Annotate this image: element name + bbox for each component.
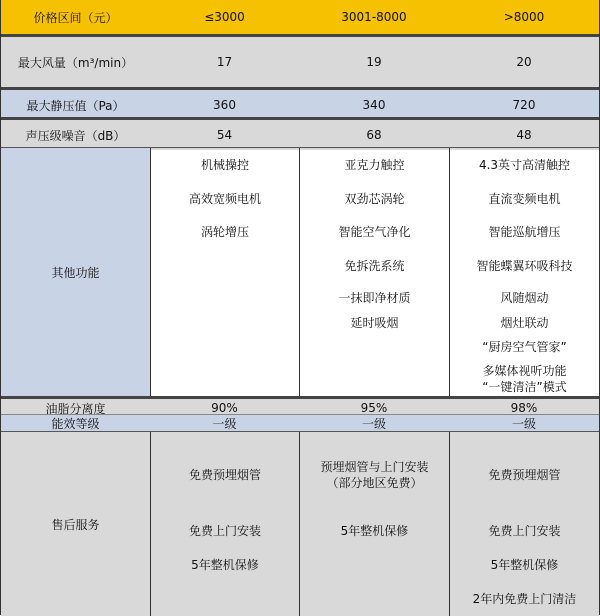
service-item: 5年整机保修 xyxy=(340,524,409,538)
row-value: 17 xyxy=(150,37,299,87)
feature-item: 直流变频电机 xyxy=(488,192,561,206)
row-energy-level xyxy=(1,414,599,432)
row-noise xyxy=(1,117,599,150)
service-item: 5年整机保修 xyxy=(490,558,559,572)
features-col-2 xyxy=(299,148,449,396)
features-col-1 xyxy=(150,148,299,396)
row-value: 19 xyxy=(299,37,449,87)
service-item: （部分地区免费） xyxy=(326,476,423,490)
features-col-3 xyxy=(449,148,599,396)
row-value: 一级 xyxy=(150,415,299,432)
row-value: 一级 xyxy=(449,415,599,432)
feature-item: 烟灶联动 xyxy=(500,316,549,330)
feature-item: 一抹即净材质 xyxy=(338,291,411,305)
feature-item: 高效宽频电机 xyxy=(188,192,261,206)
row-label: 油脂分离度 xyxy=(1,399,150,417)
service-item: 预埋烟管与上门安装 xyxy=(320,460,429,474)
feature-item: 双劲芯涡轮 xyxy=(344,192,405,206)
feature-item: 免拆洗系统 xyxy=(344,259,405,273)
header-row xyxy=(1,0,599,34)
feature-item: 风随烟动 xyxy=(500,291,549,305)
service-col-1 xyxy=(150,432,299,616)
feature-item: 涡轮增压 xyxy=(200,225,249,239)
service-item: 免费上门安装 xyxy=(488,524,561,538)
row-label: 声压级噪音（dB） xyxy=(1,120,150,150)
feature-item: 4.3英寸高清触控 xyxy=(478,158,571,172)
header-label: 价格区间（元） xyxy=(1,0,150,34)
feature-item: 智能巡航增压 xyxy=(488,225,561,239)
feature-item: 机械操控 xyxy=(200,158,249,172)
feature-item: 亚克力触控 xyxy=(344,158,405,172)
header-col-3: >8000 xyxy=(449,0,599,34)
row-after-sales xyxy=(1,431,599,616)
row-label: 最大静压值（Pa） xyxy=(1,90,150,120)
service-item: 免费预埋烟管 xyxy=(188,468,261,482)
feature-item: 多媒体视听功能 xyxy=(482,364,567,378)
service-item: 免费上门安装 xyxy=(188,524,261,538)
row-label: 最大风量（m³/min） xyxy=(1,37,150,87)
feature-item: 延时吸烟 xyxy=(350,316,399,330)
row-other-features xyxy=(1,147,599,396)
row-value: 720 xyxy=(449,90,599,120)
row-value: 98% xyxy=(449,399,599,417)
row-label: 能效等级 xyxy=(1,415,150,432)
feature-item: 智能空气净化 xyxy=(338,225,411,239)
row-value: 20 xyxy=(449,37,599,87)
row-label: 售后服务 xyxy=(1,432,150,616)
feature-item: 智能蝶翼环吸科技 xyxy=(476,259,573,273)
service-item: 2年内免费上门清洁 xyxy=(472,592,577,606)
row-value: 一级 xyxy=(299,415,449,432)
row-value: 90% xyxy=(150,399,299,417)
row-static-pressure xyxy=(1,87,599,120)
service-col-2 xyxy=(299,432,449,616)
row-label: 其他功能 xyxy=(1,148,150,396)
feature-item: “厨房空气管家” xyxy=(482,340,567,354)
header-col-2: 3001-8000 xyxy=(299,0,449,34)
service-item: 免费预埋烟管 xyxy=(488,468,561,482)
row-value: 95% xyxy=(299,399,449,417)
row-value: 48 xyxy=(449,120,599,150)
row-value: 54 xyxy=(150,120,299,150)
row-value: 360 xyxy=(150,90,299,120)
row-value: 340 xyxy=(299,90,449,120)
header-col-1: ≤3000 xyxy=(150,0,299,34)
service-item: 5年整机保修 xyxy=(191,558,259,572)
service-col-3 xyxy=(449,432,599,616)
feature-item: “一键清洁”模式 xyxy=(482,380,567,394)
row-value: 68 xyxy=(299,120,449,150)
row-airflow xyxy=(1,34,599,87)
